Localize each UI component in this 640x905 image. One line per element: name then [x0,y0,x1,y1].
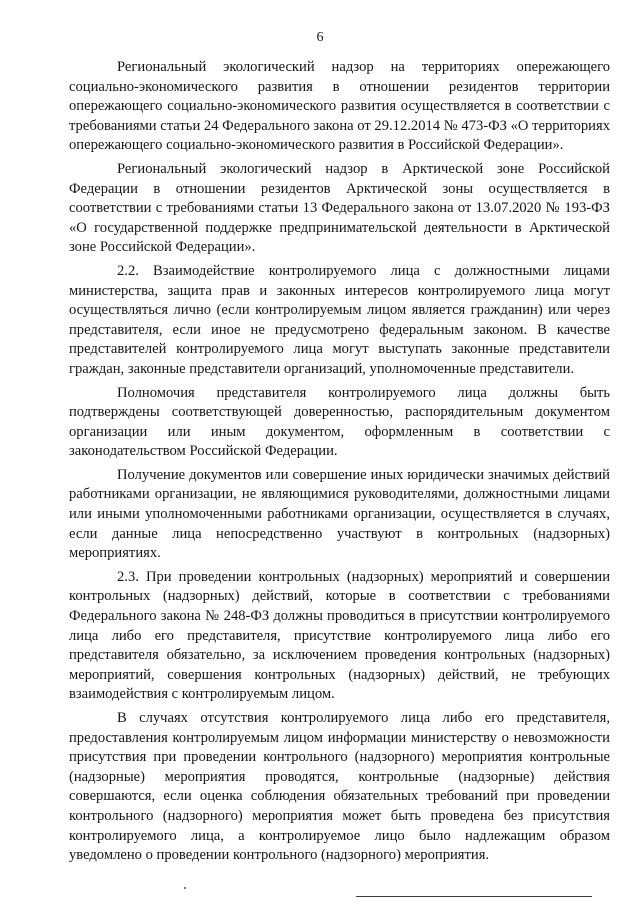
paragraph-absence-cases: В случаях отсутствия контролируемого лица либо его представителя, предоставления контролируемым лицом информации министерству о невозможности присутствия при проведении контрольного (надзорного) мероприятия контрольные (надзорные) мероприятия проводятся, контрольные (надзорные) действия совершаются, если оценка соблюдения обязательных требований при проведении контрольного (надзорного) мероприятия может быть проведена без присутствия контролируемого лица, а контролируемое лицо было надлежащим образом уведомлено о проведении контрольного (надзорного) мероприятия. [69,710,610,864]
document-body [69,58,610,870]
paragraph-representative-powers: Полномочия представителя контролируемого лица должны быть подтверждены соответствующей доверенностью, распорядительным документом организации или иным документом, оформленным в соответствии с законодательством Российской Федерации. [69,384,610,460]
page-number: 6 [316,30,324,45]
paragraph-regional-supervision-tor: Региональный экологический надзор на территориях опережающего социально-экономического развития в отношении резидентов территории опережающего социально-экономического развития осуществляется в соответствии с требованиями статьи 24 Федерального закона от 29.12.2014 № 473-ФЗ «О территориях опережающего социально-экономического развития в Российской Федерации». [69,59,610,154]
scan-artifact-line [356,896,592,897]
paragraph-regional-supervision-arctic: Региональный экологический надзор в Арктической зоне Российской Федерации в отношении резидентов Арктической зоны осуществляется в соответствии с требованиями статьи 13 Федерального закона от 13.07.2020 № 193-ФЗ «О государственной поддержке предпринимательской деятельности в Арктической зоне Российской Федерации». [69,160,610,256]
paragraph-receiving-documents: Получение документов или совершение иных юридически значимых действий работниками организации, не являющимися руководителями, должностными лицами или иными уполномоченными работниками организации, осуществляется в случаях, если данные лица непосредственно участвуют в контрольных (надзорных) мероприятиях. [69,466,610,562]
paragraph-2-3-presence: 2.3. При проведении контрольных (надзорных) мероприятий и совершении контрольных (надзорных) действий, которые в соответствии с требованиями Федерального закона № 248-ФЗ должны проводиться в присутствии контролируемого лица либо его представителя, присутствие контролируемого лица либо его представителя обязательно, за исключением проведения контрольных (надзорных) мероприятий, совершения контрольных (надзорных) действий, не требующих взаимодействия с контролируемым лицом. [69,568,610,703]
paragraph-2-2-interaction: 2.2. Взаимодействие контролируемого лица с должностными лицами министерства, защита прав и законных интересов контролируемого лица могут осуществляться лично (если контролируемым лицом является гражданин) или через представителя, если иное не предусмотрено федеральным законом. В качестве представителей контролируемого лица могут выступать законные представители граждан, законные представители организаций, уполномоченные представители. [69,262,610,377]
scan-artifact-dot [184,887,186,889]
